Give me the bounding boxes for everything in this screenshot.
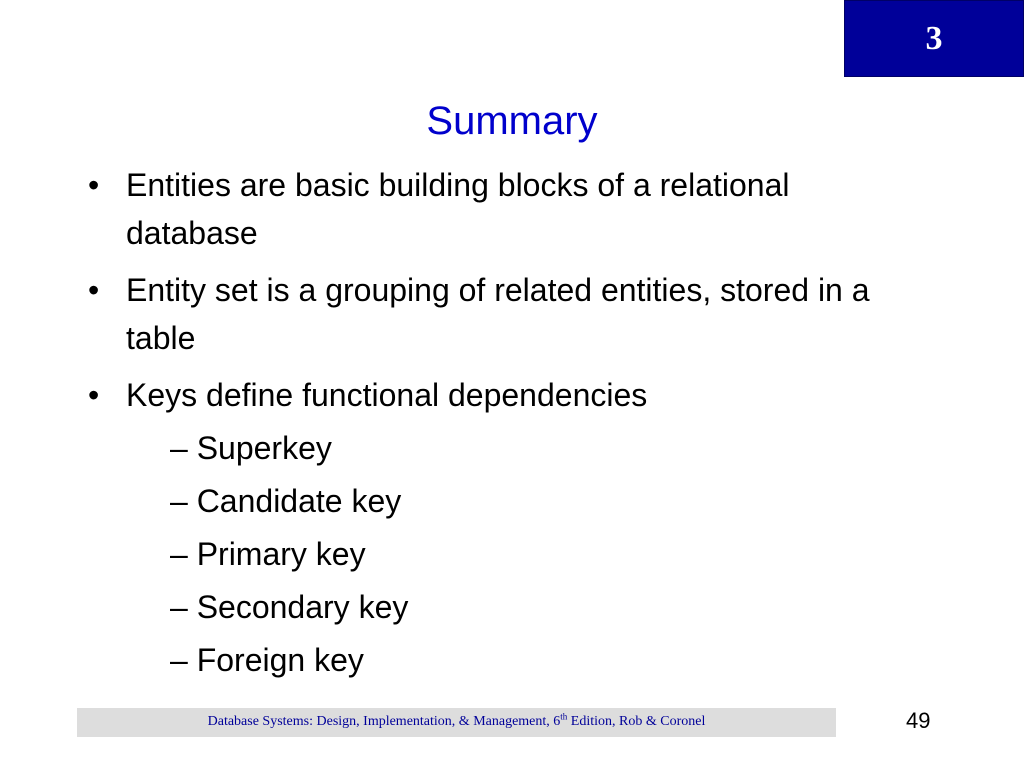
subbullet-foreign-key: – Foreign key [170, 642, 364, 678]
page-number: 49 [906, 708, 931, 733]
footer-citation [77, 713, 836, 731]
chapter-badge [844, 0, 1024, 77]
slide-body [84, 161, 884, 693]
bullet-text: Entities are basic building blocks of a relational database [126, 167, 790, 251]
footer-bar [77, 708, 836, 737]
bullet-item [84, 371, 884, 419]
subbullet-primary-key: – Primary key [170, 536, 366, 572]
subbullet-candidate-key: – Candidate key [170, 483, 402, 519]
bullet-item [84, 266, 884, 362]
bullet-text: Entity set is a grouping of related entities, stored in a table [126, 272, 870, 356]
bullet-mark: • [88, 377, 100, 413]
subbullet-secondary-key: – Secondary key [170, 589, 409, 625]
footer-text-tail: Edition, Rob & Coronel [567, 714, 706, 729]
bullet-text: Keys define functional dependencies [126, 377, 648, 413]
bullet-item [84, 161, 884, 257]
footer-superscript: th [560, 711, 568, 722]
bullet-mark: • [88, 167, 100, 203]
bullet-mark: • [88, 272, 100, 308]
footer-text-main: Database Systems: Design, Implementation, & Management, 6 [207, 714, 561, 729]
chapter-number: 3 [925, 20, 943, 57]
subbullet-superkey: – Superkey [170, 430, 332, 466]
slide-title: Summary [426, 99, 598, 143]
